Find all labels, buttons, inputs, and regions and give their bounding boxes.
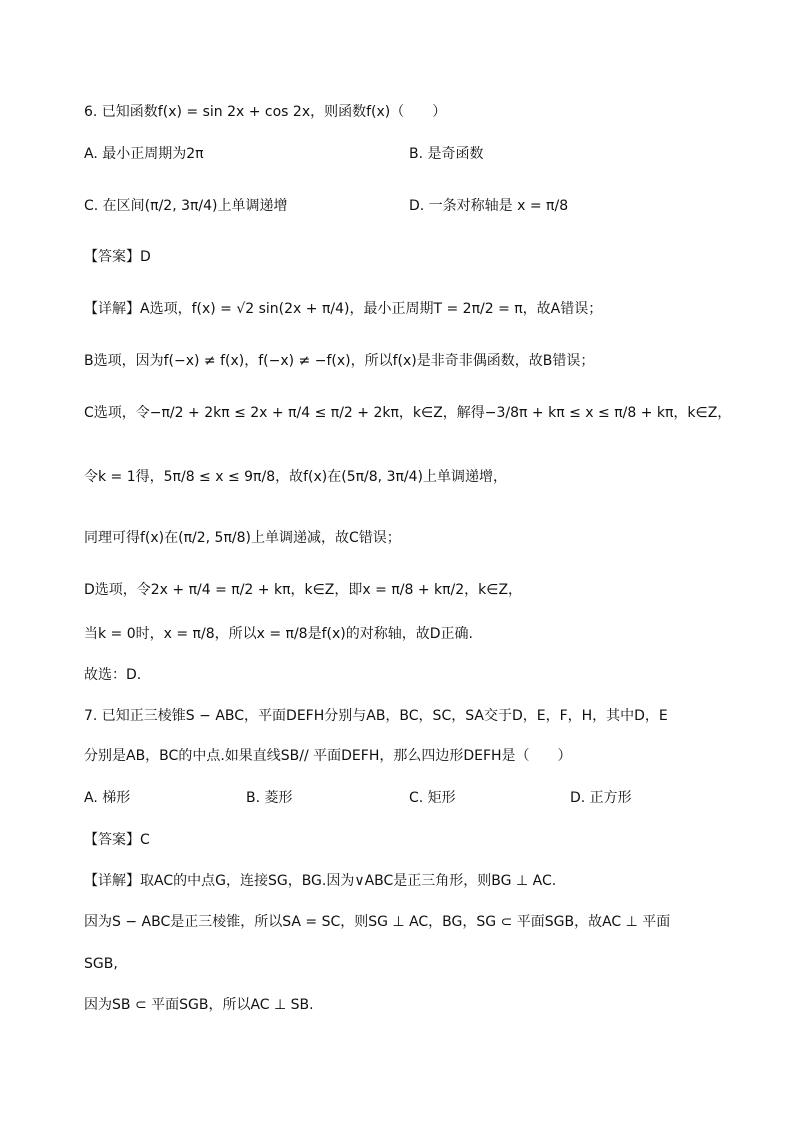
q7-option-a: A. 梯形 [84, 790, 131, 806]
q6-option-a: A. 最小正周期为2π [84, 146, 204, 162]
q7-detail-line-1: 【详解】取AC的中点G，连接SG，BG.因为∨ABC是正三角形，则BG ⊥ AC. [84, 873, 557, 889]
q6-detail-line-5: 同理可得f(x)在(π/2, 5π/8)上单调递减，故C错误； [84, 530, 401, 546]
q6-detail-line-2: B选项，因为f(−x) ≠ f(x)，f(−x) ≠ −f(x)，所以f(x)是非奇非偶函数，故B错误； [84, 353, 595, 369]
q6-detail-line-3: C选项，令−π/2 + 2kπ ≤ 2x + π/4 ≤ π/2 + 2kπ，k∈Z，解得−3/8π + kπ ≤ x ≤ π/8 + kπ，k∈Z， [84, 405, 732, 421]
q6-detail-line-7: 当k = 0时，x = π/8，所以x = π/8是f(x)的对称轴，故D正确. [84, 626, 473, 642]
q7-detail-line-4: 因为SB ⊂ 平面SGB，所以AC ⊥ SB. [84, 997, 314, 1013]
q6-option-b: B. 是奇函数 [409, 146, 484, 162]
q6-detail-line-6: D选项，令2x + π/4 = π/2 + kπ，k∈Z，即x = π/8 + kπ/2，k∈Z， [84, 582, 523, 598]
q6-answer: 【答案】D [84, 249, 151, 265]
q7-option-b: B. 菱形 [246, 790, 293, 806]
q6-option-d: D. 一条对称轴是 x = π/8 [409, 198, 569, 214]
q6-option-c: C. 在区间(π/2, 3π/4)上单调递增 [84, 198, 288, 214]
q6-stem: 6. 已知函数f(x) = sin 2x + cos 2x，则函数f(x)（ ） [84, 104, 447, 120]
q7-option-d: D. 正方形 [570, 790, 632, 806]
q6-detail-line-4: 令k = 1得，5π/8 ≤ x ≤ 9π/8，故f(x)在(5π/8, 3π/4)上单调递增， [84, 469, 507, 485]
q7-detail-line-2: 因为S − ABC是正三棱锥，所以SA = SC，则SG ⊥ AC，BG，SG ⊂ 平面SGB，故AC ⊥ 平面 [84, 914, 671, 930]
q7-detail-line-3: SGB, [84, 956, 118, 972]
q7-answer: 【答案】C [84, 832, 150, 848]
q6-detail-line-1: 【详解】A选项，f(x) = √2 sin(2x + π/4)，最小正周期T = 2π/2 = π，故A错误； [84, 301, 603, 317]
q6-detail-line-8: 故选：D. [84, 667, 142, 683]
q7-stem-line-2: 分别是AB，BC的中点.如果直线SB// 平面DEFH，那么四边形DEFH是（ ） [84, 748, 572, 764]
q7-stem-line-1: 7. 已知正三棱锥S − ABC，平面DEFH分别与AB，BC，SC，SA交于D，E，F，H，其中D，E [84, 708, 668, 724]
q7-option-c: C. 矩形 [409, 790, 456, 806]
